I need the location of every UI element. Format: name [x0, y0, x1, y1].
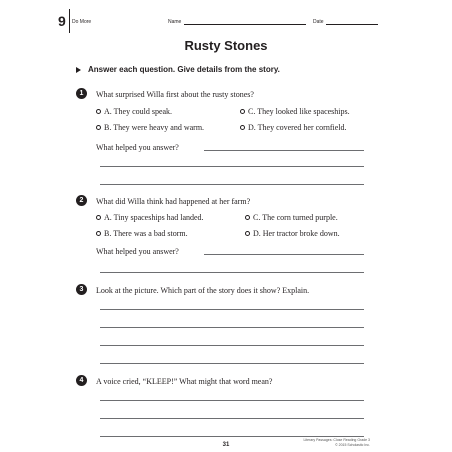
name-label: Name	[168, 19, 182, 25]
question-2-followup: What helped you answer?	[96, 247, 179, 256]
question-1-number: 1	[76, 88, 87, 99]
question-1-choice-d[interactable]	[240, 122, 346, 133]
answer-line[interactable]	[100, 363, 364, 364]
question-1-followup: What helped you answer?	[96, 143, 179, 152]
name-field[interactable]	[184, 24, 306, 25]
page-number: 31	[222, 442, 230, 448]
answer-line[interactable]	[100, 166, 364, 167]
question-2-number: 2	[76, 195, 87, 206]
footer-credit-line: © 2015 Scholastic Inc.	[335, 442, 370, 447]
date-field[interactable]	[326, 24, 378, 25]
choice-label: C. The corn turned purple.	[253, 213, 338, 222]
answer-line[interactable]	[100, 418, 364, 419]
unit-label: Do More	[72, 19, 92, 25]
radio-icon[interactable]	[96, 231, 101, 236]
date-label: Date	[313, 19, 324, 25]
header-divider	[69, 9, 70, 33]
answer-line[interactable]	[100, 400, 364, 401]
question-2-text: What did Willa think had happened at her farm?	[96, 197, 251, 206]
question-2-choice-b[interactable]	[96, 228, 188, 239]
radio-icon[interactable]	[96, 125, 101, 130]
choice-label: A. They could speak.	[104, 107, 173, 116]
choice-label: D. They covered her cornfield.	[248, 123, 347, 132]
radio-icon[interactable]	[245, 231, 250, 236]
choice-label: B. There was a bad storm.	[104, 229, 188, 238]
question-1-choice-b[interactable]	[96, 122, 204, 133]
radio-icon[interactable]	[96, 215, 101, 220]
question-4-number: 4	[76, 375, 87, 386]
choice-label: A. Tiny spaceships had landed.	[104, 213, 204, 222]
footer-credit-line: Literary Passages: Close Reading Grade 3	[303, 438, 370, 442]
question-1-choice-c[interactable]	[240, 106, 350, 117]
answer-line[interactable]	[204, 254, 364, 255]
unit-number: 9	[58, 13, 66, 29]
answer-line[interactable]	[100, 309, 364, 310]
question-2-choice-a[interactable]	[96, 212, 204, 223]
question-2-choice-d[interactable]	[245, 228, 340, 239]
question-3-number: 3	[76, 284, 87, 295]
choice-label: B. They were heavy and warm.	[104, 123, 205, 132]
choice-label: D. Her tractor broke down.	[253, 229, 340, 238]
radio-icon[interactable]	[245, 215, 250, 220]
question-3-text: Look at the picture. Which part of the story does it show? Explain.	[96, 286, 310, 295]
answer-line[interactable]	[100, 327, 364, 328]
page-title: Rusty Stones	[184, 38, 268, 53]
question-4-text: A voice cried, “KLEEP!” What might that word mean?	[96, 377, 273, 386]
answer-line[interactable]	[204, 150, 364, 151]
directions-arrow-icon	[76, 67, 81, 73]
choice-label: C. They looked like spaceships.	[248, 107, 350, 116]
question-1-text: What surprised Willa first about the rusty stones?	[96, 90, 254, 99]
question-2-choice-c[interactable]	[245, 212, 338, 223]
answer-line[interactable]	[100, 184, 364, 185]
radio-icon[interactable]	[240, 125, 245, 130]
answer-line[interactable]	[100, 436, 364, 437]
answer-line[interactable]	[100, 345, 364, 346]
radio-icon[interactable]	[240, 109, 245, 114]
question-1-choice-a[interactable]	[96, 106, 172, 117]
radio-icon[interactable]	[96, 109, 101, 114]
answer-line[interactable]	[100, 272, 364, 273]
footer-credit	[303, 438, 370, 447]
directions-text: Answer each question. Give details from the story.	[88, 65, 280, 74]
